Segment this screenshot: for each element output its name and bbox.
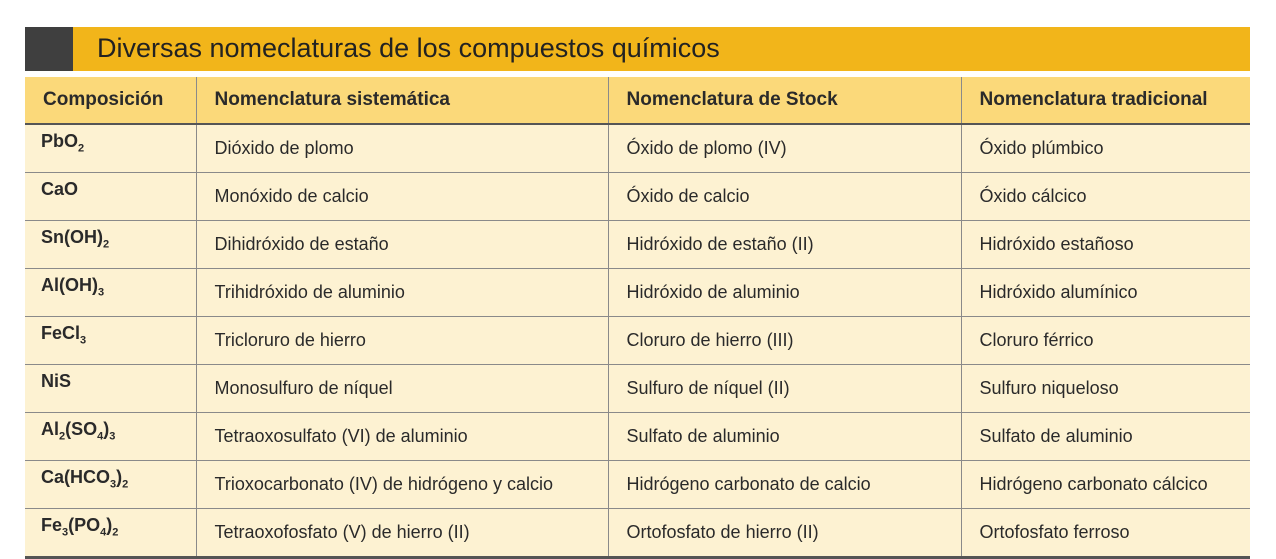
formula-text: Ca(HCO <box>41 467 111 487</box>
header-stock: Nomenclatura de Stock <box>608 77 961 124</box>
formula-text: FeCl <box>41 323 81 343</box>
table-row <box>25 461 1250 509</box>
formula-subscript: 2 <box>122 478 129 491</box>
cell-sistematica: Monosulfuro de níquel <box>196 365 608 413</box>
formula-text: Sn(OH) <box>41 227 103 247</box>
formula-text: CaO <box>41 179 79 199</box>
cell-sistematica: Tetraoxosulfato (VI) de aluminio <box>196 413 608 461</box>
cell-sistematica: Trioxocarbonato (IV) de hidrógeno y calcio <box>196 461 608 509</box>
cell-sistematica: Monóxido de calcio <box>196 173 608 221</box>
cell-stock: Óxido de calcio <box>608 173 961 221</box>
cell-tradicional: Hidróxido estañoso <box>961 221 1250 269</box>
cell-tradicional: Hidróxido alumínico <box>961 269 1250 317</box>
table-row <box>25 173 1250 221</box>
formula-subscript: 4 <box>97 430 104 443</box>
cell-sistematica: Trihidróxido de aluminio <box>196 269 608 317</box>
page-title: Diversas nomeclaturas de los compuestos químicos <box>97 33 720 63</box>
formula-text: PbO <box>41 131 79 151</box>
formula-cell <box>25 461 196 509</box>
cell-tradicional: Ortofosfato ferroso <box>961 509 1250 558</box>
formula-subscript: 2 <box>78 142 85 155</box>
formula-subscript: 3 <box>80 334 87 347</box>
cell-tradicional: Óxido plúmbico <box>961 124 1250 173</box>
formula-text: (SO <box>65 419 98 439</box>
formula-cell <box>25 269 196 317</box>
formula-subscript: 2 <box>59 430 66 443</box>
formula-subscript: 3 <box>98 286 105 299</box>
cell-tradicional: Hidrógeno carbonato cálcico <box>961 461 1250 509</box>
header-composicion: Composición <box>25 77 196 124</box>
formula-cell <box>25 173 196 221</box>
cell-sistematica: Tetraoxofosfato (V) de hierro (II) <box>196 509 608 558</box>
formula-subscript: 3 <box>109 430 116 443</box>
cell-stock: Hidrógeno carbonato de calcio <box>608 461 961 509</box>
table-row <box>25 509 1250 558</box>
formula-subscript: 3 <box>110 478 117 491</box>
formula-text: (PO <box>68 515 101 535</box>
formula-subscript: 4 <box>100 526 107 539</box>
cell-stock: Sulfato de aluminio <box>608 413 961 461</box>
table-row <box>25 269 1250 317</box>
formula-text: NiS <box>41 371 72 391</box>
cell-sistematica: Dihidróxido de estaño <box>196 221 608 269</box>
nomenclature-table <box>25 77 1250 559</box>
table-row <box>25 317 1250 365</box>
formula-subscript: 2 <box>103 238 110 251</box>
cell-stock: Ortofosfato de hierro (II) <box>608 509 961 558</box>
table-row <box>25 124 1250 173</box>
header-sistematica: Nomenclatura sistemática <box>196 77 608 124</box>
cell-tradicional: Cloruro férrico <box>961 317 1250 365</box>
table-row <box>25 221 1250 269</box>
cell-sistematica: Dióxido de plomo <box>196 124 608 173</box>
formula-cell <box>25 221 196 269</box>
formula-text: ) <box>116 467 123 487</box>
banner-square <box>25 27 73 71</box>
formula-cell <box>25 317 196 365</box>
header-row <box>25 77 1250 124</box>
cell-tradicional: Óxido cálcico <box>961 173 1250 221</box>
header-tradicional: Nomenclatura tradicional <box>961 77 1250 124</box>
table-row <box>25 365 1250 413</box>
cell-tradicional: Sulfuro niqueloso <box>961 365 1250 413</box>
table-body <box>25 124 1250 558</box>
formula-text: ) <box>103 419 110 439</box>
formula-subscript: 2 <box>112 526 119 539</box>
formula-cell <box>25 413 196 461</box>
formula-text: Al(OH) <box>41 275 98 295</box>
cell-stock: Hidróxido de aluminio <box>608 269 961 317</box>
formula-cell <box>25 365 196 413</box>
cell-stock: Sulfuro de níquel (II) <box>608 365 961 413</box>
title-banner <box>25 27 1250 71</box>
cell-stock: Cloruro de hierro (III) <box>608 317 961 365</box>
formula-subscript: 3 <box>62 526 69 539</box>
cell-sistematica: Tricloruro de hierro <box>196 317 608 365</box>
formula-text: Fe <box>41 515 63 535</box>
formula-text: ) <box>106 515 113 535</box>
formula-text: Al <box>41 419 59 439</box>
cell-stock: Hidróxido de estaño (II) <box>608 221 961 269</box>
cell-stock: Óxido de plomo (IV) <box>608 124 961 173</box>
formula-cell <box>25 509 196 558</box>
cell-tradicional: Sulfato de aluminio <box>961 413 1250 461</box>
formula-cell <box>25 124 196 173</box>
table-row <box>25 413 1250 461</box>
